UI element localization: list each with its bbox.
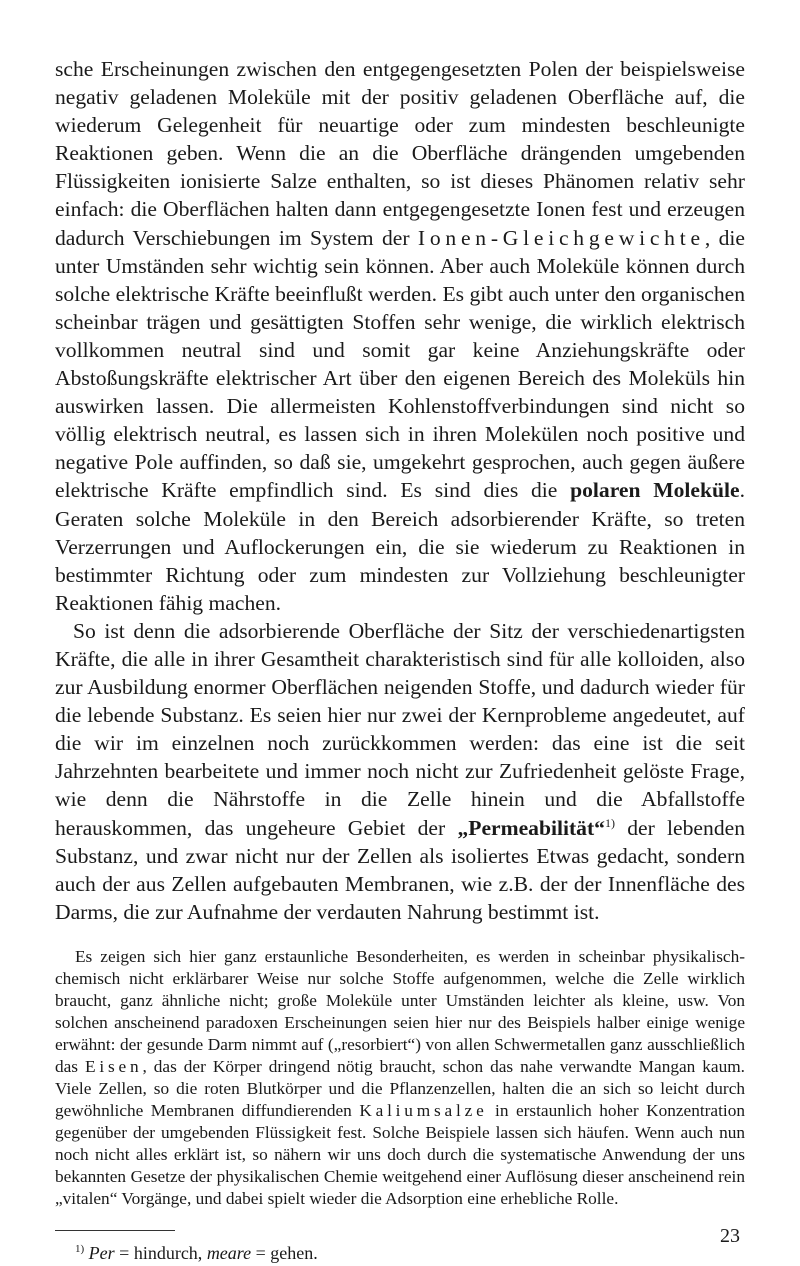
- page-number: 23: [720, 1225, 740, 1247]
- paragraph-2: So ist denn die adsorbierende Oberfläche der Sitz der verschiedenartigsten Kräfte, die alle in ihrer Gesamtheit charakteristisch sind für alle kolloiden, also zur Ausbildung enormer Oberflächen neigenden Stoffe, und dadurch wieder für die lebende Substanz. Es seien hier nur zwei der Kernprobleme angedeutet, auf die wir im einzelnen noch zurückkommen werden: das eine ist die seit Jahrzehnten bearbeitete und immer noch nicht zur Zufriedenheit gelöste Frage, wie denn die Nährstoffe in die Zelle hinein und die Abfallstoffe herauskommen, das ungeheure Gebiet der „Permeabilität“$^{1)}$ der lebenden Substanz, und zwar nicht nur der Zellen als isoliertes Etwas gedacht, sondern auch der aus Zellen aufgebauten Membranen, wie z.B. der der Innenfläche des Darms, die zur Aufnahme der verdauten Nahrung bestimmt ist.: [55, 618, 745, 924]
- small-print-block: [55, 946, 745, 1211]
- page-content: [55, 55, 745, 1265]
- emphasis-bold: polaren Moleküle: [570, 478, 740, 503]
- footnote-mark: 1): [75, 1243, 85, 1256]
- main-text: [55, 55, 745, 926]
- footnote-reference: 1): [604, 815, 615, 830]
- small-paragraph: Es zeigen sich hier ganz erstaunliche Besonderheiten, es werden in scheinbar physikalisch-chemisch nicht erklärbarer Weise nur solche Stoffe aufgenommen, welche die Zelle wirklich braucht, ganz ähnliche nicht; große Moleküle unter Umständen leichter als kleine, usw. Von solchen anscheinend paradoxen Erscheinungen seien hier nur des Beispiels halber einige wenige erwähnt: der gesunde Darm nimmt auf („resorbiert“) von allen Schwermetallen ganz ausschließlich das Eisen, das der Körper dringend nötig braucht, schon das nahe verwandte Mangan kaum. Viele Zellen, so die roten Blutkörper und die Pflanzenzellen, halten die an sich so leicht durch gewöhnliche Membranen diffundierenden Kaliumsalze in erstaunlich hoher Konzentration gegenüber der umgebenden Flüssigkeit fest. Solche Beispiele lassen sich häufen. Wenn auch nun noch nicht alles erklärt ist, so nähern wir uns doch durch die systematische Anwendung der uns bekannten Gesetze der physikalischen Chemie weitgehend einer Auflösung dieser anscheinend rein „vitalen“ Vorgänge, und dabei spielt wieder die Adsorption eine erhebliche Rolle.: [55, 946, 746, 1209]
- emphasis-spaced: Ionen-Gleichgewichte: [417, 225, 705, 250]
- paragraph-1: sche Erscheinungen zwischen den entgegengesetzten Polen der beispielsweise negativ geladenen Moleküle mit der positiv geladenen Oberfläche auf, die wiederum Gelegenheit für neuartige oder zum mindesten beschleunigte Reaktionen geben. Wenn die an die Oberfläche drängenden umgebenden Flüssigkeiten ionisierte Salze enthalten, so ist dieses Phänomen relativ sehr einfach: die Oberflächen halten dann entgegengesetzte Ionen fest und erzeugen dadurch Verschiebungen im System der Ionen-Gleichgewichte, die unter Umständen sehr wichtig sein können. Aber auch Moleküle können durch solche elektrische Kräfte beeinflußt werden. Es gibt auch unter den organischen scheinbar trägen und gesättigten Stoffen sehr wenige, die wirklich elektrisch vollkommen neutral sind und somit gar keine Anziehungskräfte oder Abstoßungskräfte elektrischer Art über den eigenen Bereich des Moleküls hin auswirken lassen. Die allermeisten Kohlenstoffverbindungen sind nicht so völlig elektrisch neutral, es lassen sich in ihren Molekülen noch positive und negative Pole auffinden, so daß sie, umgekehrt gesprochen, auch gegen äußere elektrische Kräfte empfindlich sind. Es sind dies die polaren Moleküle. Geraten solche Moleküle in den Bereich adsorbierender Kräfte, so treten Verzerrungen und Auflockerungen ein, die sie wiederum zu Reaktionen in bestimmter Richtung oder zum mindesten zur Vollziehung beschleunigter Reaktionen fähig machen.: [55, 57, 745, 615]
- footnote-divider: [55, 1230, 175, 1231]
- emphasis-spaced: Kaliumsalze: [359, 1101, 488, 1121]
- emphasis-bold: „Permeabilität“: [457, 815, 605, 840]
- emphasis-spaced: Eisen: [85, 1057, 143, 1077]
- footnote: $^{1)}$ Per = hindurch, meare = gehen.: [75, 1243, 318, 1264]
